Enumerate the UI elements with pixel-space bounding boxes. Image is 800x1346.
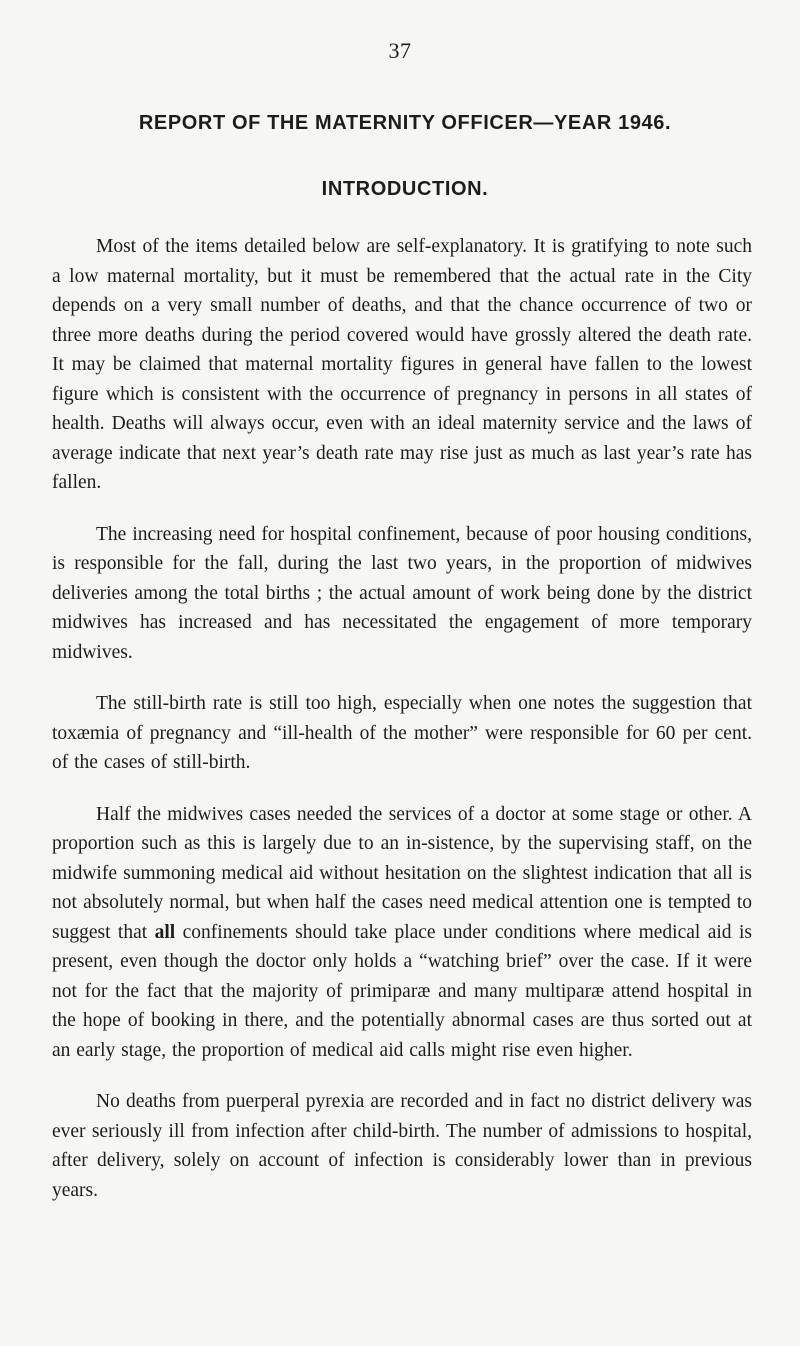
report-title: REPORT OF THE MATERNITY OFFICER—YEAR 1946. <box>138 112 672 134</box>
paragraph-still-birth: The still-birth rate is still too high, especially when one notes the suggestion that toxæmia of pregnancy and “ill-health of the mother” were responsible for 60 per cent. of the cases of still-birth. <box>52 693 752 773</box>
paragraph-hospital-confinement: The increasing need for hospital confinement, because of poor housing conditions, is responsible for the fall, during the last two years, in the proportion of midwives deliveries among the total births ; the actual amount of work being done by the district midwives has increased and has necessitated the engagement of more temporary midwives. <box>52 523 752 663</box>
paragraph-medical-aid <box>52 800 752 1066</box>
section-heading: INTRODUCTION. <box>321 178 489 200</box>
paragraph-mortality: Most of the items detailed below are self-explanatory. It is gratifying to note such a low maternal mortality, but it must be remembered that the actual rate in the City depends on a very small number of deaths, and that the chance occurrence of two or three more deaths during the period covered would have grossly altered the death rate. It may be claimed that maternal mortality figures in general have fallen to the lowest figure which is consistent with the occurrence of pregnancy in persons in all states of health. Deaths will always occur, even with an ideal maternity service and the laws of average indicate that next year’s death rate may rise just as much as last year’s rate has fallen. <box>52 236 752 493</box>
paragraph-medical-aid-text-before: Half the midwives cases needed the services of a doctor at some stage or other. A proportion such as this is largely due to an in-sistence, by the supervising staff, on the midwife summoning medical aid without hesitation on the slightest indication that all is not absolutely normal, but when half the cases need medical attention one is tempted to suggest that <box>52 803 752 943</box>
paragraph-medical-aid-text-after: confinements should take place under conditions where medical aid is present, even though the doctor only holds a “watching brief” over the case. If it were not for the fact that the majority of primiparæ and many multiparæ attend hospital in the hope of booking in there, and the potentially abnormal cases are thus sorted out at an early stage, the proportion of medical aid calls might rise even higher. <box>52 921 752 1061</box>
emphasis-all: all <box>154 921 176 943</box>
paragraph-puerperal-pyrexia: No deaths from puerperal pyrexia are recorded and in fact no district delivery was ever seriously ill from infection after child-birth. The number of admissions to hospital, after delivery, solely on account of infection is considerably lower than in previous years. <box>52 1091 752 1201</box>
report-body <box>52 232 752 1227</box>
page-number: 37 <box>388 38 412 63</box>
